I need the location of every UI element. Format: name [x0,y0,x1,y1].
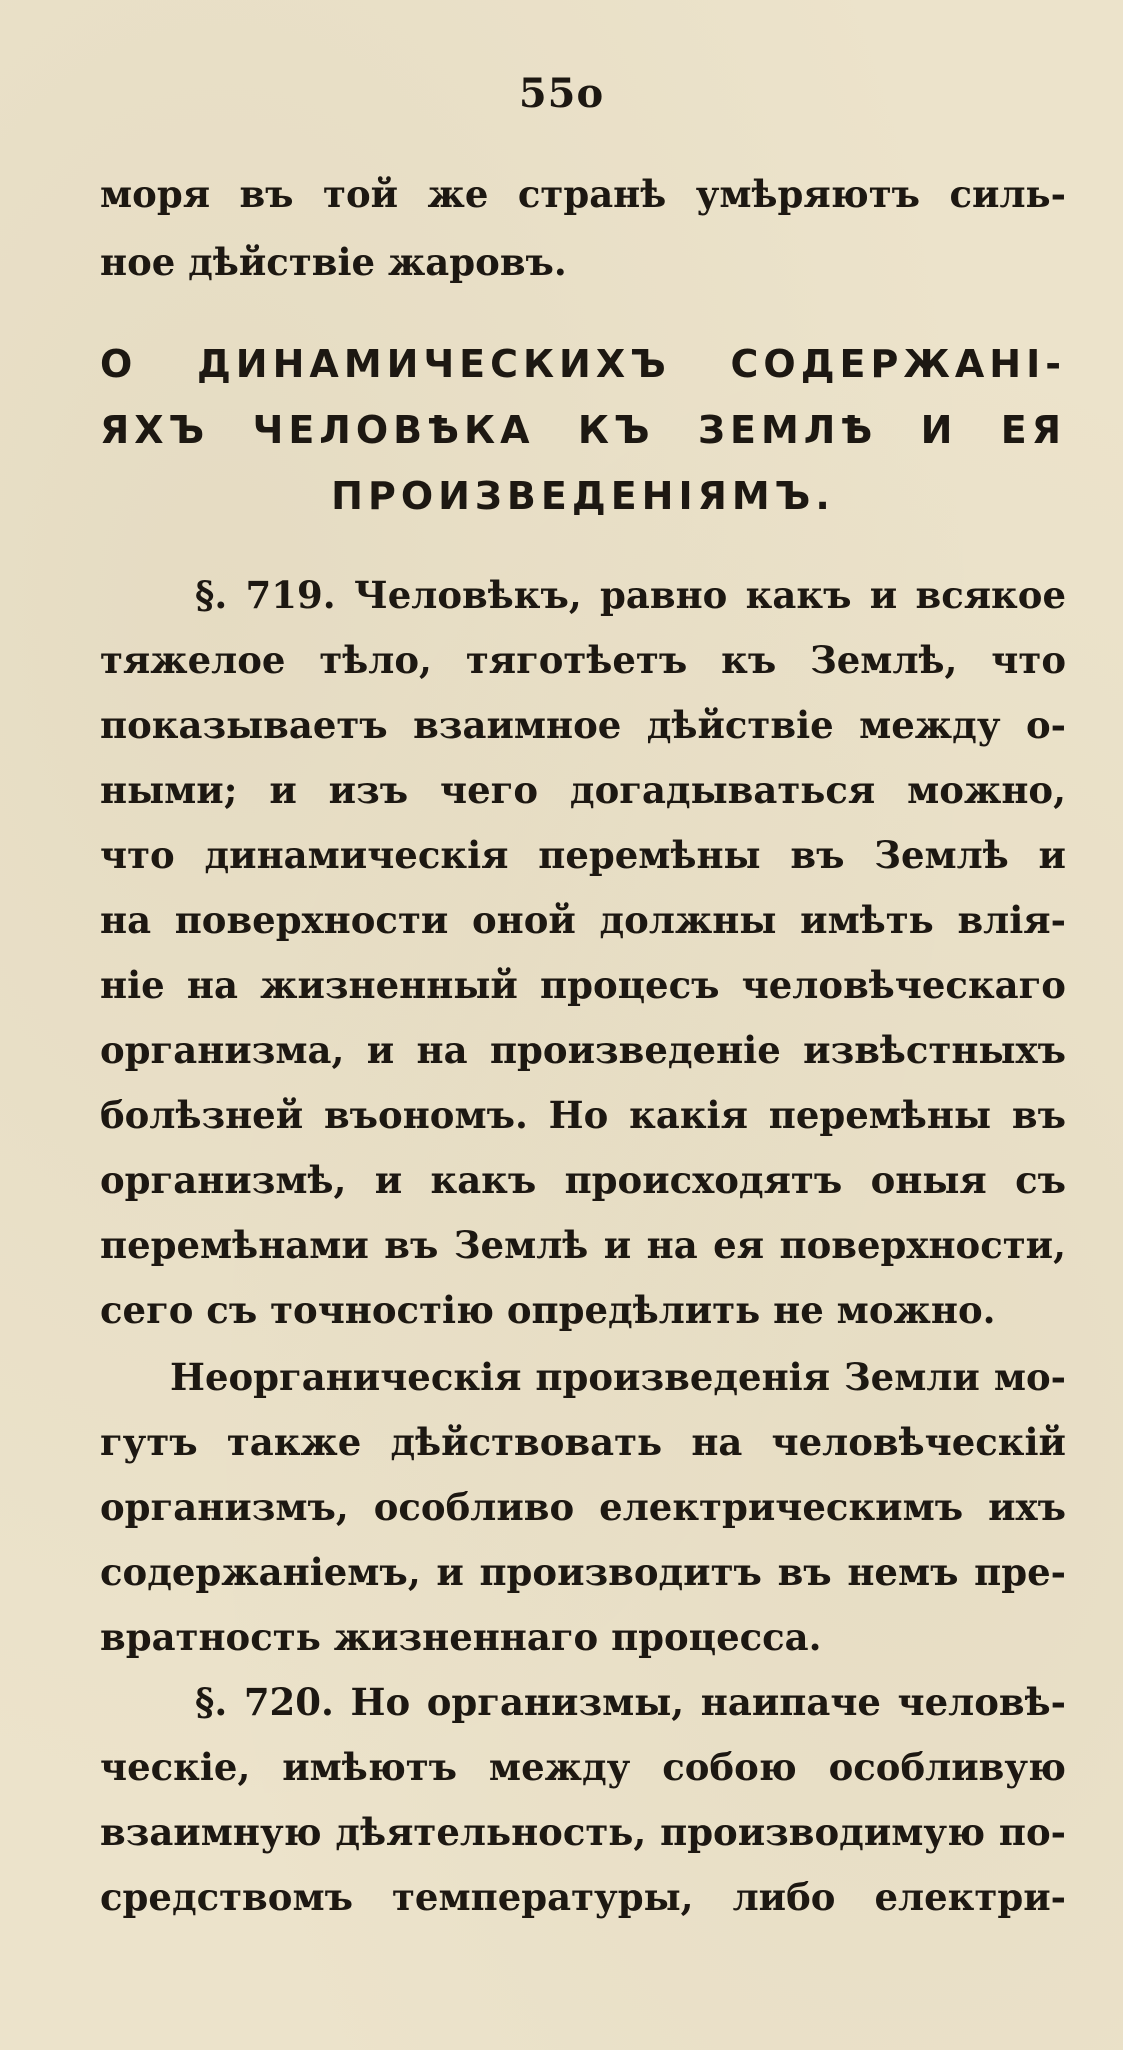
text-line-11: болѣзней въономъ. Но какiя перемѣны въ [100,1093,1066,1137]
text-line-18: содержанiемъ, и производитъ въ немъ пре- [100,1550,1066,1594]
text-line-7: что динамическiя перемѣны въ Землѣ и [100,833,1066,877]
text-line-20: §. 720. Но организмы, наипаче человѣ- [195,1680,1066,1724]
text-line-3: §. 719. Человѣкъ, равно какъ и всякое [195,573,1066,617]
text-line-14: сего съ точностiю опредѣлить не можно. [100,1288,996,1332]
text-line-8: на поверхности оной должны имѣть влiя- [100,898,1066,942]
text-line-16: гутъ также дѣйствовать на человѣческiй [100,1420,1066,1464]
text-line-19: вратность жизненнаго процесса. [100,1615,822,1659]
text-line-12: организмѣ, и какъ происходятъ оныя съ [100,1158,1066,1202]
text-line-5: показываетъ взаимное дѣйствiе между о- [100,703,1066,747]
text-line-1: моря въ той же странѣ умѣряютъ силь- [100,172,1066,216]
text-line-17: организмъ, особливо електрическимъ ихъ [100,1485,1066,1529]
text-line-6: ными; и изъ чего догадываться можно, [100,768,1066,812]
text-line-2: ное дѣйствiе жаровъ. [100,240,567,284]
text-line-9: нiе на жизненный процесъ человѣческаго [100,963,1066,1007]
text-line-22: взаимную дѣятельность, производимую по- [100,1810,1066,1854]
text-line-10: организма, и на произведенiе извѣстныхъ [100,1028,1066,1072]
section-heading-line-3: ПРОИЗВЕДЕНIЯМЪ. [331,474,835,518]
text-line-23: средствомъ температуры, либо електри- [100,1875,1066,1919]
section-heading-line-2: ЯХЪ ЧЕЛОВѢКА КЪ ЗЕМЛѢ И ЕЯ [100,408,1066,452]
text-line-4: тяжелое тѣло, тяготѣетъ къ Землѣ, что [100,638,1066,682]
page-number: 55o [518,70,605,117]
text-line-21: ческiе, имѣютъ между собою особливую [100,1745,1066,1789]
text-line-15: Неорганическiя произведенiя Земли мо- [170,1355,1066,1399]
section-heading-line-1: О ДИНАМИЧЕСКИХЪ СОДЕРЖАНI- [100,342,1066,386]
text-line-13: перемѣнами въ Землѣ и на ея поверхности, [100,1223,1066,1267]
